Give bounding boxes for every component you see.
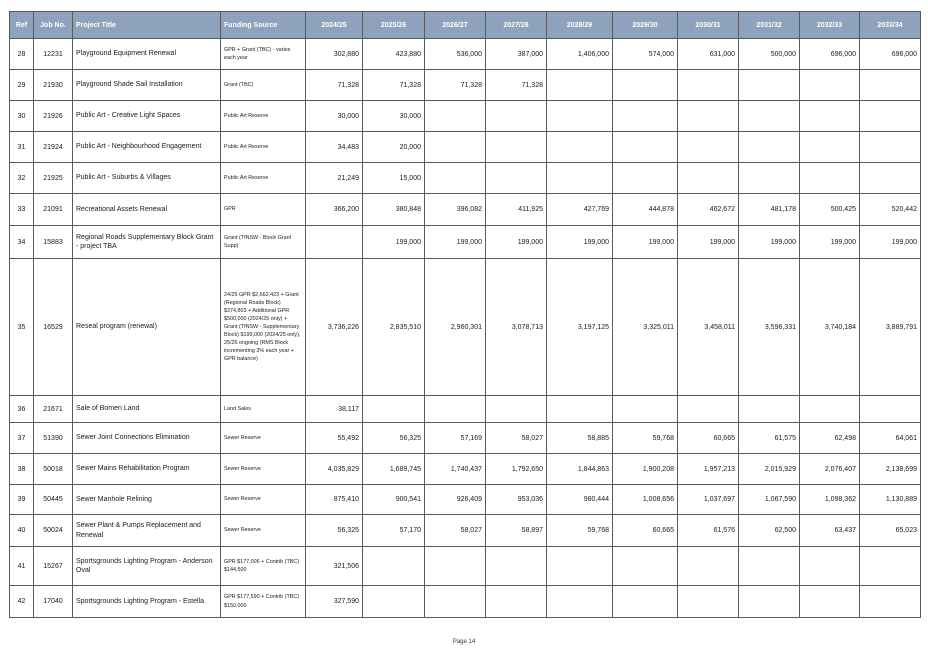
table-row [10, 194, 921, 226]
cell-funding-source: Grant (TfNSW - Block Grant Supp) [221, 226, 306, 259]
cell-amount: 631,000 [678, 39, 739, 70]
cell-amount: 380,848 [363, 194, 425, 226]
cell-job-no: 21924 [34, 132, 73, 163]
cell-amount: 199,000 [739, 226, 800, 259]
cell-project-title: Sportsgrounds Lighting Program - Estella [73, 586, 221, 618]
table-row [10, 163, 921, 194]
header-ref: Ref [10, 12, 34, 39]
cell-amount: 520,442 [860, 194, 921, 226]
cell-funding-source: Sewer Reserve [221, 454, 306, 485]
cell-ref: 41 [10, 547, 34, 586]
cell-amount [486, 547, 547, 586]
cell-amount: 3,325,011 [613, 259, 678, 396]
cell-amount: 1,406,000 [547, 39, 613, 70]
cell-job-no: 21926 [34, 101, 73, 132]
cell-project-title: Recreational Assets Renewal [73, 194, 221, 226]
cell-amount [547, 132, 613, 163]
cell-amount: 20,000 [363, 132, 425, 163]
cell-amount: 59,768 [547, 515, 613, 547]
cell-amount: 199,000 [678, 226, 739, 259]
cell-project-title: Sewer Manhole Relining [73, 485, 221, 515]
cell-amount [613, 586, 678, 618]
table-row [10, 259, 921, 396]
cell-amount: 3,458,011 [678, 259, 739, 396]
cell-amount: 481,178 [739, 194, 800, 226]
cell-amount [613, 101, 678, 132]
cell-amount: 500,000 [739, 39, 800, 70]
table-row [10, 132, 921, 163]
cell-amount: 1,740,437 [425, 454, 486, 485]
cell-amount [613, 70, 678, 101]
cell-amount: 199,000 [425, 226, 486, 259]
cell-job-no: 12231 [34, 39, 73, 70]
cell-amount [486, 163, 547, 194]
cell-job-no: 50024 [34, 515, 73, 547]
cell-project-title: Reseal program (renewal) [73, 259, 221, 396]
cell-amount: 387,000 [486, 39, 547, 70]
cell-amount: 411,925 [486, 194, 547, 226]
cell-project-title: Public Art - Neighbourhood Engagement [73, 132, 221, 163]
cell-funding-source: Sewer Reserve [221, 485, 306, 515]
cell-amount: 199,000 [613, 226, 678, 259]
cell-amount [547, 101, 613, 132]
cell-amount [739, 70, 800, 101]
cell-amount [613, 547, 678, 586]
cell-amount: 423,880 [363, 39, 425, 70]
cell-ref: 34 [10, 226, 34, 259]
cell-amount: 1,792,650 [486, 454, 547, 485]
cell-ref: 40 [10, 515, 34, 547]
cell-amount [860, 396, 921, 423]
cell-amount: 199,000 [547, 226, 613, 259]
cell-amount: 536,000 [425, 39, 486, 70]
cell-amount: 199,000 [860, 226, 921, 259]
cell-amount [800, 163, 860, 194]
cell-amount: 1,098,362 [800, 485, 860, 515]
cell-ref: 28 [10, 39, 34, 70]
cell-amount: 30,000 [306, 101, 363, 132]
cell-amount: 396,082 [425, 194, 486, 226]
cell-amount: 57,169 [425, 423, 486, 454]
table-row [10, 454, 921, 485]
cell-amount: 3,197,125 [547, 259, 613, 396]
cell-amount: 3,889,791 [860, 259, 921, 396]
cell-amount [486, 396, 547, 423]
header-year: 2032/33 [800, 12, 860, 39]
cell-amount: 65,023 [860, 515, 921, 547]
cell-amount: 500,425 [800, 194, 860, 226]
table-row [10, 586, 921, 618]
header-year: 2025/26 [363, 12, 425, 39]
cell-ref: 39 [10, 485, 34, 515]
cell-amount [306, 226, 363, 259]
cell-amount: 58,027 [486, 423, 547, 454]
cell-amount: 62,500 [739, 515, 800, 547]
header-year: 2027/28 [486, 12, 547, 39]
cell-amount [678, 586, 739, 618]
cell-amount: 38,117 [306, 396, 363, 423]
cell-amount: 1,067,590 [739, 485, 800, 515]
cell-amount [678, 70, 739, 101]
cell-amount: 366,200 [306, 194, 363, 226]
cell-amount [678, 132, 739, 163]
cell-job-no: 15267 [34, 547, 73, 586]
cell-amount [425, 547, 486, 586]
cell-funding-source: Land Sales [221, 396, 306, 423]
cell-amount: 696,000 [860, 39, 921, 70]
cell-funding-source: 24/25 GPR $2,662,423 + Grant (Regional Roads Block) $374,803 + Additional GPR $500,000 (2024/25 only) + Grant (TfNSW - Supplementary Block) $199,000 (2024/25 only), 25/26 ongoing (RMS Block incrementing 3% each year + GPR balance) [221, 259, 306, 396]
cell-amount [800, 70, 860, 101]
cell-amount: 3,740,184 [800, 259, 860, 396]
cell-amount [486, 132, 547, 163]
cell-amount [486, 101, 547, 132]
cell-funding-source: Sewer Reserve [221, 423, 306, 454]
cell-project-title: Sewer Joint Connections Elimination [73, 423, 221, 454]
table-row [10, 39, 921, 70]
header-year: 2033/34 [860, 12, 921, 39]
header-job-no: Job No. [34, 12, 73, 39]
cell-job-no: 21925 [34, 163, 73, 194]
header-year: 2029/30 [613, 12, 678, 39]
cell-funding-source: Public Art Reserve [221, 163, 306, 194]
cell-funding-source: GPR $177,006 + Contrib (TBC) $144,500 [221, 547, 306, 586]
cell-amount: 30,000 [363, 101, 425, 132]
cell-amount: 58,027 [425, 515, 486, 547]
cell-amount [547, 163, 613, 194]
cell-amount: 696,000 [800, 39, 860, 70]
cell-amount [739, 586, 800, 618]
cell-amount: 4,035,829 [306, 454, 363, 485]
cell-amount [739, 101, 800, 132]
cell-project-title: Regional Roads Supplementary Block Grant - project TBA [73, 226, 221, 259]
header-funding-source: Funding Source [221, 12, 306, 39]
cell-amount: 302,880 [306, 39, 363, 70]
cell-amount [425, 132, 486, 163]
cell-funding-source: Public Art Reserve [221, 132, 306, 163]
header-year: 2026/27 [425, 12, 486, 39]
cell-amount [547, 396, 613, 423]
cell-amount [547, 586, 613, 618]
table-row [10, 423, 921, 454]
cell-amount: 71,328 [306, 70, 363, 101]
cell-amount [860, 132, 921, 163]
cell-amount: 64,061 [860, 423, 921, 454]
cell-amount [425, 101, 486, 132]
cell-job-no: 17040 [34, 586, 73, 618]
cell-amount: 59,768 [613, 423, 678, 454]
cell-amount [860, 547, 921, 586]
cell-amount: 926,409 [425, 485, 486, 515]
cell-amount: 199,000 [486, 226, 547, 259]
cell-amount: 3,078,713 [486, 259, 547, 396]
cell-amount [678, 396, 739, 423]
cell-amount: 1,130,889 [860, 485, 921, 515]
cell-amount [425, 163, 486, 194]
cell-ref: 29 [10, 70, 34, 101]
cell-amount [860, 101, 921, 132]
cell-amount: 71,328 [363, 70, 425, 101]
header-year: 2028/29 [547, 12, 613, 39]
cell-job-no: 50445 [34, 485, 73, 515]
cell-amount [800, 396, 860, 423]
cell-amount: 574,000 [613, 39, 678, 70]
cell-amount [800, 132, 860, 163]
cell-amount: 2,960,301 [425, 259, 486, 396]
cell-funding-source: Sewer Reserve [221, 515, 306, 547]
cell-amount [739, 396, 800, 423]
cell-amount: 55,492 [306, 423, 363, 454]
table-row [10, 226, 921, 259]
cell-ref: 30 [10, 101, 34, 132]
cell-job-no: 50018 [34, 454, 73, 485]
cell-funding-source: GPR [221, 194, 306, 226]
cell-ref: 42 [10, 586, 34, 618]
cell-amount: 56,325 [306, 515, 363, 547]
cell-amount: 34,483 [306, 132, 363, 163]
cell-funding-source: GPR + Grant (TBC) - varies each year [221, 39, 306, 70]
cell-amount [486, 586, 547, 618]
cell-amount: 21,249 [306, 163, 363, 194]
cell-funding-source: GPR $177,590 + Contrib (TBC) $150,000 [221, 586, 306, 618]
cell-amount [739, 547, 800, 586]
cell-amount: 327,590 [306, 586, 363, 618]
cell-amount [800, 101, 860, 132]
header-project-title: Project Title [73, 12, 221, 39]
cell-job-no: 21930 [34, 70, 73, 101]
header-year: 2024/25 [306, 12, 363, 39]
cell-amount [800, 586, 860, 618]
cell-amount: 2,076,407 [800, 454, 860, 485]
cell-amount [678, 163, 739, 194]
cell-ref: 32 [10, 163, 34, 194]
cell-amount: 2,835,510 [363, 259, 425, 396]
cell-amount [613, 163, 678, 194]
cell-amount [363, 547, 425, 586]
cell-amount: 1,900,208 [613, 454, 678, 485]
table-row [10, 485, 921, 515]
cell-amount [547, 547, 613, 586]
cell-amount [547, 70, 613, 101]
cell-amount: 1,008,656 [613, 485, 678, 515]
cell-amount: 3,736,226 [306, 259, 363, 396]
cell-amount: 57,170 [363, 515, 425, 547]
table-row [10, 515, 921, 547]
cell-amount: 3,596,331 [739, 259, 800, 396]
cell-project-title: Sportsgrounds Lighting Program - Anderson Oval [73, 547, 221, 586]
cell-project-title: Playground Shade Sail Installation [73, 70, 221, 101]
cell-amount: 199,000 [363, 226, 425, 259]
cell-amount: 427,769 [547, 194, 613, 226]
table-header [10, 12, 921, 39]
cell-amount: 61,575 [739, 423, 800, 454]
cell-project-title: Sale of Bomen Land [73, 396, 221, 423]
cell-amount: 462,672 [678, 194, 739, 226]
cell-ref: 35 [10, 259, 34, 396]
cell-amount: 1,844,863 [547, 454, 613, 485]
cell-amount [363, 396, 425, 423]
cell-amount: 60,665 [613, 515, 678, 547]
cell-funding-source: Grant (TBC) [221, 70, 306, 101]
cell-amount: 199,000 [800, 226, 860, 259]
cell-amount: 71,328 [425, 70, 486, 101]
cell-funding-source: Public Art Reserve [221, 101, 306, 132]
cell-project-title: Sewer Mains Rehabilitation Program [73, 454, 221, 485]
cell-amount: 321,506 [306, 547, 363, 586]
header-year: 2030/31 [678, 12, 739, 39]
cell-amount: 953,036 [486, 485, 547, 515]
cell-amount: 1,037,697 [678, 485, 739, 515]
cell-amount: 15,000 [363, 163, 425, 194]
cell-amount: 1,957,213 [678, 454, 739, 485]
cell-amount [860, 70, 921, 101]
cell-amount: 2,138,699 [860, 454, 921, 485]
cell-project-title: Public Art - Creative Light Spaces [73, 101, 221, 132]
cell-amount [739, 132, 800, 163]
cell-amount: 875,410 [306, 485, 363, 515]
cell-job-no: 21671 [34, 396, 73, 423]
cell-amount [425, 396, 486, 423]
table-row [10, 101, 921, 132]
cell-amount: 444,878 [613, 194, 678, 226]
cell-amount [678, 547, 739, 586]
cell-ref: 37 [10, 423, 34, 454]
cell-ref: 36 [10, 396, 34, 423]
cell-amount [613, 132, 678, 163]
header-year: 2031/32 [739, 12, 800, 39]
cell-amount: 61,576 [678, 515, 739, 547]
cell-amount: 60,665 [678, 423, 739, 454]
cell-amount: 62,498 [800, 423, 860, 454]
cell-amount [363, 586, 425, 618]
cell-amount: 900,541 [363, 485, 425, 515]
table-row [10, 547, 921, 586]
cell-amount [860, 163, 921, 194]
cell-amount [678, 101, 739, 132]
table-row [10, 70, 921, 101]
cell-project-title: Public Art - Suburbs & Villages [73, 163, 221, 194]
cell-amount: 1,689,745 [363, 454, 425, 485]
cell-amount: 63,437 [800, 515, 860, 547]
cell-amount: 2,015,929 [739, 454, 800, 485]
cell-amount: 980,444 [547, 485, 613, 515]
cell-amount: 56,325 [363, 423, 425, 454]
cell-job-no: 51390 [34, 423, 73, 454]
cell-amount: 58,897 [486, 515, 547, 547]
cell-project-title: Sewer Plant & Pumps Replacement and Renewal [73, 515, 221, 547]
cell-project-title: Playground Equipment Renewal [73, 39, 221, 70]
cell-amount [739, 163, 800, 194]
capital-works-table [9, 11, 921, 618]
cell-amount [425, 586, 486, 618]
cell-amount [800, 547, 860, 586]
cell-amount [613, 396, 678, 423]
cell-ref: 38 [10, 454, 34, 485]
page-number: Page 14 [452, 639, 476, 645]
cell-ref: 33 [10, 194, 34, 226]
cell-job-no: 21091 [34, 194, 73, 226]
cell-ref: 31 [10, 132, 34, 163]
cell-job-no: 16529 [34, 259, 73, 396]
cell-amount: 71,328 [486, 70, 547, 101]
cell-job-no: 15883 [34, 226, 73, 259]
table-row [10, 396, 921, 423]
cell-amount: 58,885 [547, 423, 613, 454]
cell-amount [860, 586, 921, 618]
table-body [10, 39, 921, 618]
